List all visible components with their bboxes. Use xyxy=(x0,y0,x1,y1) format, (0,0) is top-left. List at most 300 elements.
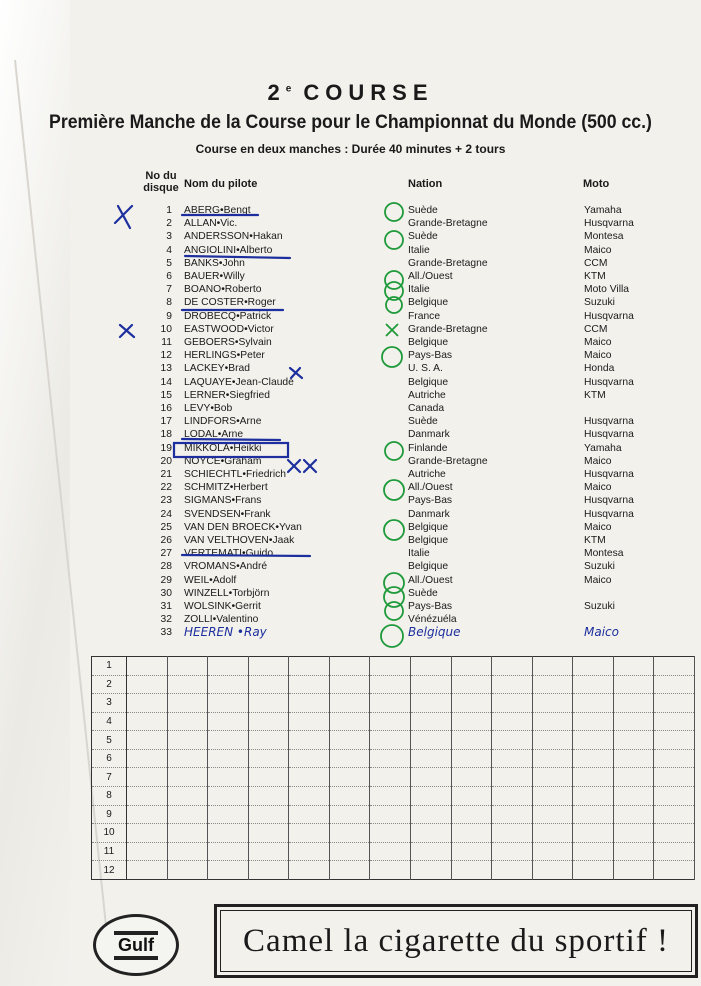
grid-cell xyxy=(613,675,654,694)
grid-cell xyxy=(370,657,411,676)
grid-cell xyxy=(654,768,695,787)
rider-nation: Grande-Bretagne xyxy=(408,257,488,269)
grid-cell xyxy=(492,694,533,713)
rider-row xyxy=(0,626,701,639)
rider-row xyxy=(0,244,701,257)
grid-cell xyxy=(167,768,208,787)
gulf-logo-text: Gulf xyxy=(114,931,158,960)
grid-cell xyxy=(248,712,289,731)
grid-cell xyxy=(613,842,654,861)
grid-cell xyxy=(248,749,289,768)
rider-nation: Danmark xyxy=(408,508,450,520)
rider-name: NOYCE•Graham xyxy=(184,455,262,467)
grid-cell xyxy=(492,861,533,880)
grid-cell xyxy=(613,657,654,676)
grid-cell xyxy=(289,712,330,731)
rider-name: WEIL•Adolf xyxy=(184,574,237,586)
rider-name: HERLINGS•Peter xyxy=(184,350,265,362)
grid-cell xyxy=(654,842,695,861)
rider-row xyxy=(0,349,701,362)
rider-row xyxy=(0,494,701,507)
rider-moto: Yamaha xyxy=(584,205,622,216)
grid-row xyxy=(92,712,695,731)
grid-cell xyxy=(451,842,492,861)
grid-cell xyxy=(492,824,533,843)
grid-cell xyxy=(248,694,289,713)
grid-cell xyxy=(451,805,492,824)
grid-cell xyxy=(370,824,411,843)
grid-cell xyxy=(654,787,695,806)
grid-row xyxy=(92,768,695,787)
grid-cell xyxy=(167,749,208,768)
rider-moto: KTM xyxy=(584,389,606,401)
grid-cell xyxy=(208,824,249,843)
grid-cell xyxy=(451,768,492,787)
grid-cell xyxy=(492,805,533,824)
rider-nation: Belgique xyxy=(408,535,449,546)
rider-name: LINDFORS•Arne xyxy=(184,416,262,428)
grid-cell xyxy=(410,805,451,824)
grid-cell xyxy=(654,805,695,824)
grid-cell xyxy=(289,787,330,806)
grid-cell xyxy=(410,749,451,768)
rider-moto: Honda xyxy=(584,363,615,375)
rider-number: 14 xyxy=(160,376,172,388)
grid-cell xyxy=(208,731,249,750)
grid-cell xyxy=(248,657,289,676)
grid-cell xyxy=(167,861,208,880)
grid-cell xyxy=(289,805,330,824)
rider-number: 2 xyxy=(166,218,172,230)
rider-row xyxy=(0,574,701,587)
rider-row xyxy=(0,217,701,230)
grid-cell xyxy=(289,694,330,713)
grid-row xyxy=(92,731,695,750)
rider-row xyxy=(0,283,701,296)
rider-row xyxy=(0,587,701,600)
rider-number: 29 xyxy=(160,574,172,586)
rider-moto: Suzuki xyxy=(584,297,615,309)
rider-row xyxy=(0,362,701,375)
grid-row xyxy=(92,824,695,843)
grid-cell xyxy=(573,824,614,843)
rider-nation: Pays-Bas xyxy=(408,601,453,612)
rider-nation: Grande-Bretagne xyxy=(408,218,488,230)
rider-row xyxy=(0,336,701,349)
grid-cell xyxy=(451,694,492,713)
column-header-pilote: Nom du pilote xyxy=(184,178,258,190)
grid-cell xyxy=(370,749,411,768)
rider-number: 22 xyxy=(160,482,172,494)
rider-nation: Suède xyxy=(408,587,438,599)
rider-moto: Maico xyxy=(584,337,612,348)
grid-row-number: 8 xyxy=(92,787,127,806)
grid-cell xyxy=(573,657,614,676)
rider-name: ANDERSSON•Hakan xyxy=(184,231,283,243)
rider-number: 9 xyxy=(166,310,172,322)
rider-row xyxy=(0,481,701,494)
rider-name: MIKKOLA•Heikki xyxy=(184,442,262,454)
grid-cell xyxy=(410,768,451,787)
rider-name: BANKS•John xyxy=(184,257,245,269)
grid-cell xyxy=(613,749,654,768)
rider-moto: Moto Villa xyxy=(584,284,630,296)
column-header-nation: Nation xyxy=(408,178,443,190)
grid-cell xyxy=(329,768,370,787)
rider-nation: Suède xyxy=(408,416,438,428)
grid-cell xyxy=(248,675,289,694)
rider-row xyxy=(0,508,701,521)
grid-cell xyxy=(329,787,370,806)
grid-cell xyxy=(492,712,533,731)
grid-cell xyxy=(208,768,249,787)
grid-cell xyxy=(532,694,573,713)
grid-cell xyxy=(613,861,654,880)
rider-moto: Husqvarna xyxy=(584,376,634,388)
rider-nation: U. S. A. xyxy=(408,363,443,375)
rider-nation: Suède xyxy=(408,205,438,216)
rider-row xyxy=(0,547,701,560)
grid-cell xyxy=(329,805,370,824)
rider-nation: All./Ouest xyxy=(408,574,453,586)
grid-cell xyxy=(370,731,411,750)
rider-moto: Suzuki xyxy=(584,561,615,573)
grid-cell xyxy=(329,842,370,861)
rider-name: EASTWOOD•Victor xyxy=(184,323,274,335)
rider-name: LODAL•Arne xyxy=(184,429,244,441)
rider-number: 30 xyxy=(160,587,172,599)
grid-cell xyxy=(654,675,695,694)
grid-cell xyxy=(167,842,208,861)
grid-cell xyxy=(167,657,208,676)
grid-cell xyxy=(613,694,654,713)
grid-cell xyxy=(532,861,573,880)
grid-cell xyxy=(492,657,533,676)
grid-cell xyxy=(248,768,289,787)
rider-number: 32 xyxy=(160,614,172,626)
grid-cell xyxy=(208,657,249,676)
grid-cell xyxy=(289,675,330,694)
rider-moto: Husqvarna xyxy=(584,469,634,480)
rider-moto: Montesa xyxy=(584,548,624,560)
grid-cell xyxy=(654,731,695,750)
rider-number: 16 xyxy=(160,403,172,414)
race-title: Première Manche de la Course pour le Championnat du Monde (500 cc.) xyxy=(49,112,652,133)
rider-number: 12 xyxy=(160,350,172,362)
grid-row-number: 6 xyxy=(92,749,127,768)
grid-cell xyxy=(127,712,168,731)
rider-name: SCHIECHTL•Friedrich xyxy=(184,469,287,480)
grid-cell xyxy=(532,824,573,843)
rider-row xyxy=(0,270,701,283)
rider-nation: France xyxy=(408,310,441,322)
grid-cell xyxy=(248,787,289,806)
grid-cell xyxy=(451,787,492,806)
rider-nation: Vénézuéla xyxy=(408,614,457,626)
grid-cell xyxy=(208,787,249,806)
rider-number: 4 xyxy=(166,244,172,256)
grid-cell xyxy=(492,768,533,787)
rider-name: LAQUAYE•Jean-Claude xyxy=(184,376,294,388)
grid-cell xyxy=(329,712,370,731)
grid-cell xyxy=(370,768,411,787)
grid-cell xyxy=(208,712,249,731)
grid-cell xyxy=(573,694,614,713)
rider-number: 28 xyxy=(160,561,172,573)
rider-nation: Belgique xyxy=(408,561,449,573)
rider-nation: Grande-Bretagne xyxy=(408,455,488,467)
grid-cell xyxy=(573,712,614,731)
rider-number: 10 xyxy=(160,323,172,335)
rider-nation: Autriche xyxy=(408,469,446,480)
grid-row-number: 1 xyxy=(92,657,127,676)
course-number-heading: 2e COURSE xyxy=(267,80,434,105)
rider-row xyxy=(0,613,701,626)
grid-cell xyxy=(613,824,654,843)
grid-cell xyxy=(370,675,411,694)
rider-name: HEEREN •Ray xyxy=(184,625,267,640)
grid-cell xyxy=(532,787,573,806)
rider-number: 19 xyxy=(160,442,172,454)
rider-number: 11 xyxy=(161,337,172,348)
rider-row xyxy=(0,230,701,243)
grid-cell xyxy=(329,657,370,676)
rider-name: VAN VELTHOVEN•Jaak xyxy=(184,535,295,546)
rider-nation: Italie xyxy=(408,244,430,256)
rider-nation: Italie xyxy=(408,284,430,296)
grid-cell xyxy=(613,787,654,806)
grid-cell xyxy=(573,749,614,768)
rider-name: LERNER•Siegfried xyxy=(184,389,271,401)
grid-row xyxy=(92,861,695,880)
rider-row xyxy=(0,204,701,217)
rider-moto: CCM xyxy=(584,323,608,335)
grid-cell xyxy=(573,805,614,824)
rider-number: 8 xyxy=(166,297,172,309)
grid-cell xyxy=(248,861,289,880)
rider-number: 20 xyxy=(160,455,172,467)
grid-row-number: 10 xyxy=(92,824,127,843)
rider-moto: Husqvarna xyxy=(584,495,634,507)
column-header-disque: No du disque xyxy=(143,170,179,194)
column-header-moto: Moto xyxy=(583,178,610,190)
grid-cell xyxy=(573,861,614,880)
rider-moto: Husqvarna xyxy=(584,508,634,520)
grid-cell xyxy=(370,787,411,806)
rider-row xyxy=(0,428,701,441)
grid-cell xyxy=(532,842,573,861)
grid-cell xyxy=(370,861,411,880)
grid-cell xyxy=(410,657,451,676)
rider-nation: Autriche xyxy=(408,389,446,401)
grid-cell xyxy=(654,694,695,713)
grid-cell xyxy=(532,731,573,750)
grid-cell xyxy=(370,694,411,713)
rider-number: 26 xyxy=(160,535,172,546)
rider-row xyxy=(0,521,701,534)
grid-cell xyxy=(410,842,451,861)
grid-cell xyxy=(492,675,533,694)
rider-nation: Grande-Bretagne xyxy=(408,323,488,335)
rider-moto: Yamaha xyxy=(584,442,622,454)
grid-cell xyxy=(167,712,208,731)
grid-row-number: 4 xyxy=(92,712,127,731)
grid-cell xyxy=(289,824,330,843)
grid-cell xyxy=(654,712,695,731)
rider-moto: Maico xyxy=(584,350,612,362)
rider-name: SVENDSEN•Frank xyxy=(184,508,271,520)
rider-nation: Canada xyxy=(408,403,445,414)
grid-cell xyxy=(410,694,451,713)
grid-cell xyxy=(654,861,695,880)
rider-nation: Suède xyxy=(408,231,438,243)
grid-cell xyxy=(654,749,695,768)
rider-name: WOLSINK•Gerrit xyxy=(184,601,261,612)
grid-row-number: 12 xyxy=(92,861,127,880)
grid-row-number: 3 xyxy=(92,694,127,713)
rider-name: WINZELL•Torbjörn xyxy=(184,587,270,599)
grid-cell xyxy=(451,749,492,768)
grid-cell xyxy=(289,842,330,861)
grid-cell xyxy=(329,749,370,768)
rider-row xyxy=(0,402,701,415)
grid-cell xyxy=(127,657,168,676)
grid-cell xyxy=(451,675,492,694)
grid-row-number: 11 xyxy=(92,842,127,861)
rider-number: 27 xyxy=(160,548,172,560)
rider-name: VERTEMATI•Guido xyxy=(184,548,274,560)
rider-row xyxy=(0,389,701,402)
rider-row xyxy=(0,455,701,468)
grid-cell xyxy=(370,842,411,861)
grid-cell xyxy=(410,861,451,880)
rider-name: LACKEY•Brad xyxy=(184,363,250,375)
grid-cell xyxy=(289,731,330,750)
rider-moto: Maico xyxy=(584,482,612,494)
grid-row xyxy=(92,694,695,713)
rider-number: 15 xyxy=(160,389,172,401)
grid-cell xyxy=(532,749,573,768)
grid-cell xyxy=(167,824,208,843)
camel-advert: Camel la cigarette du sportif ! xyxy=(214,904,698,978)
grid-cell xyxy=(451,657,492,676)
rider-moto: Husqvarna xyxy=(584,218,634,230)
rider-moto: Suzuki xyxy=(584,601,615,612)
grid-cell xyxy=(532,675,573,694)
rider-name: VROMANS•André xyxy=(184,561,268,573)
rider-number: 24 xyxy=(160,508,172,520)
grid-cell xyxy=(573,787,614,806)
rider-nation: Italie xyxy=(408,548,430,560)
grid-cell xyxy=(451,824,492,843)
gulf-logo xyxy=(93,914,179,976)
rider-nation: Finlande xyxy=(408,442,448,454)
race-subtitle: Course en deux manches : Durée 40 minutes + 2 tours xyxy=(195,142,506,156)
rider-nation: Belgique xyxy=(408,376,449,388)
grid-cell xyxy=(127,749,168,768)
rider-number: 13 xyxy=(160,363,172,375)
grid-row xyxy=(92,805,695,824)
rider-moto: Husqvarna xyxy=(584,416,634,428)
grid-row xyxy=(92,749,695,768)
grid-row xyxy=(92,787,695,806)
rider-row xyxy=(0,468,701,481)
grid-cell xyxy=(167,675,208,694)
rider-name: ANGIOLINI•Alberto xyxy=(184,244,273,256)
grid-row-number: 2 xyxy=(92,675,127,694)
grid-cell xyxy=(492,731,533,750)
rider-name: GEBOERS•Sylvain xyxy=(184,337,272,348)
rider-moto: KTM xyxy=(584,535,606,546)
rider-number: 6 xyxy=(166,271,172,282)
grid-cell xyxy=(167,787,208,806)
rider-number: 5 xyxy=(166,257,172,269)
rider-nation: Belgique xyxy=(408,521,449,533)
grid-cell xyxy=(410,675,451,694)
grid-cell xyxy=(532,805,573,824)
grid-cell xyxy=(573,768,614,787)
rider-row xyxy=(0,257,701,270)
grid-cell xyxy=(208,842,249,861)
grid-cell xyxy=(654,657,695,676)
grid-cell xyxy=(451,731,492,750)
grid-cell xyxy=(289,768,330,787)
grid-cell xyxy=(208,805,249,824)
rider-number: 31 xyxy=(160,601,172,612)
grid-cell xyxy=(532,712,573,731)
rider-row xyxy=(0,534,701,547)
rider-nation: Pays-Bas xyxy=(408,495,453,507)
grid-cell xyxy=(410,824,451,843)
rider-row xyxy=(0,310,701,323)
rider-number: 25 xyxy=(160,521,172,533)
rider-moto: KTM xyxy=(584,271,606,282)
rider-moto: Montesa xyxy=(584,231,624,243)
grid-cell xyxy=(613,712,654,731)
grid-cell xyxy=(127,824,168,843)
grid-cell xyxy=(208,861,249,880)
grid-cell xyxy=(370,805,411,824)
grid-row xyxy=(92,675,695,694)
rider-name: VAN DEN BROECK•Yvan xyxy=(184,521,302,533)
grid-cell xyxy=(248,731,289,750)
rider-name: DROBECQ•Patrick xyxy=(184,310,272,322)
grid-cell xyxy=(248,824,289,843)
grid-cell xyxy=(329,861,370,880)
grid-cell xyxy=(127,842,168,861)
grid-cell xyxy=(329,675,370,694)
grid-cell xyxy=(492,749,533,768)
rider-name: ZOLLI•Valentino xyxy=(184,614,259,626)
rider-row xyxy=(0,442,701,455)
rider-moto: Maico xyxy=(584,455,612,467)
rider-name: BOANO•Roberto xyxy=(184,284,262,296)
rider-row xyxy=(0,296,701,309)
grid-cell xyxy=(613,805,654,824)
grid-row-number: 7 xyxy=(92,768,127,787)
grid-cell xyxy=(167,694,208,713)
grid-cell xyxy=(208,694,249,713)
rider-nation: Belgique xyxy=(408,297,449,309)
rider-moto: CCM xyxy=(584,257,608,269)
grid-cell xyxy=(613,768,654,787)
grid-cell xyxy=(167,731,208,750)
rider-row xyxy=(0,560,701,573)
rider-row xyxy=(0,600,701,613)
grid-cell xyxy=(410,731,451,750)
rider-nation: Danmark xyxy=(408,429,450,441)
grid-cell xyxy=(532,768,573,787)
